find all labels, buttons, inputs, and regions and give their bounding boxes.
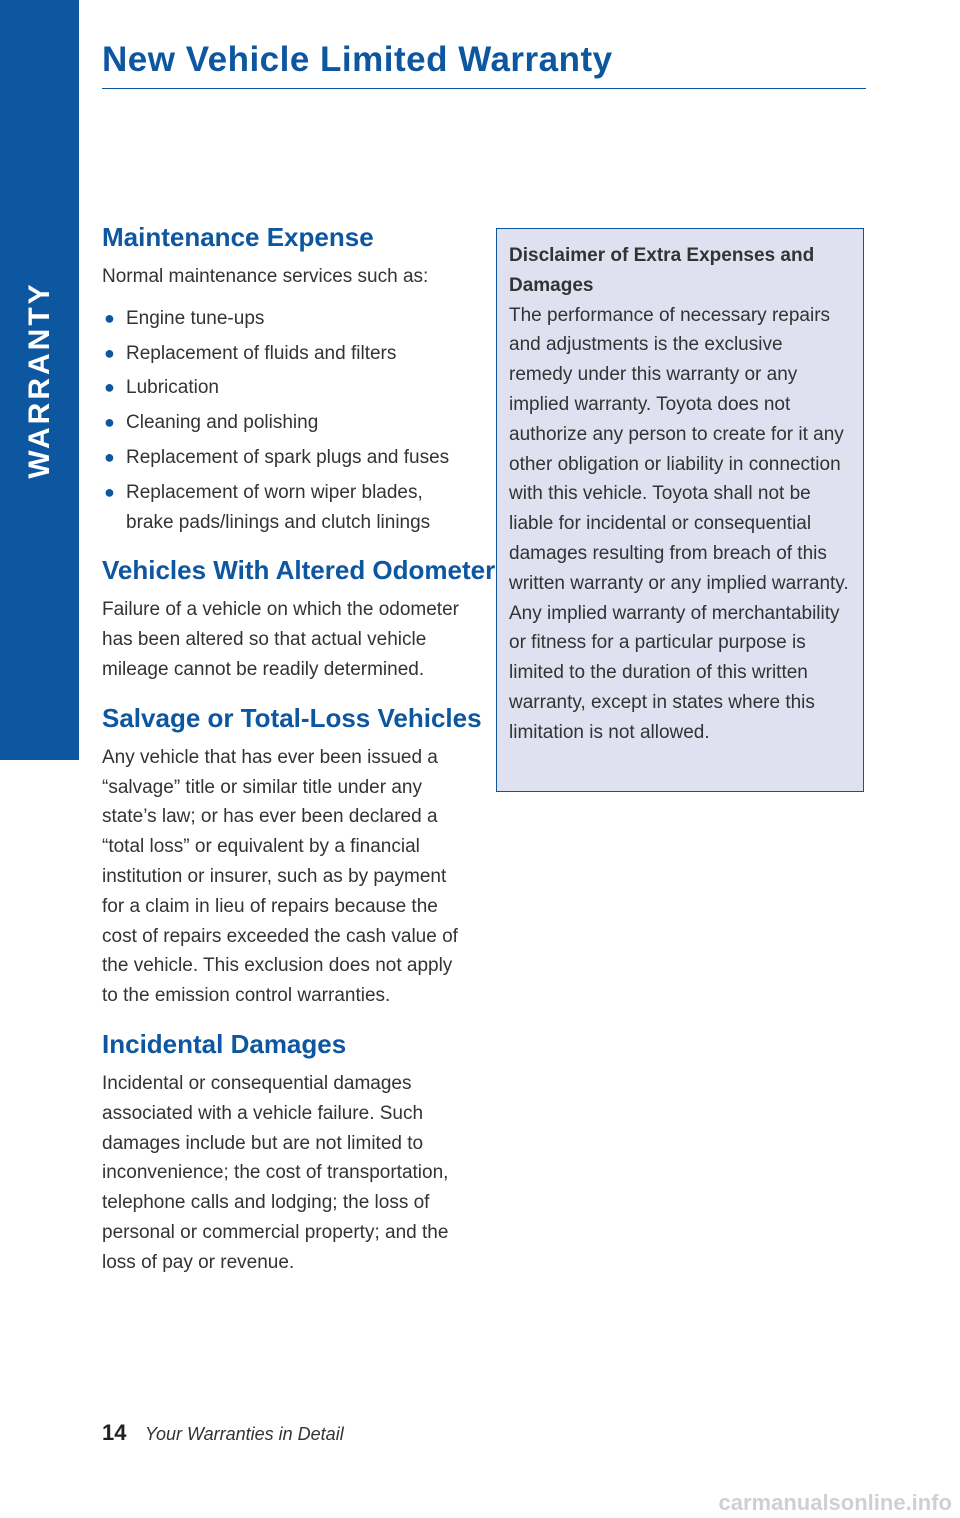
maintenance-list bbox=[102, 304, 472, 538]
bullet-icon: ● bbox=[104, 446, 115, 467]
title-divider bbox=[102, 88, 866, 89]
salvage-body: Any vehicle that has ever been issued a “salvage” title or similar title under any state’s law; or has ever been declared a “total loss” or equivalent by a financial institution or insurer, such as by payment for a claim in lieu of repairs because the cost of repairs exceeded the cash value of the vehicle. This exclusion does not apply to the emission control warranties. bbox=[102, 746, 458, 1007]
disclaimer-title: Disclaimer of Extra Expenses and Damages bbox=[509, 245, 815, 296]
list-item: ● Cleaning and polishing bbox=[102, 408, 472, 438]
disclaimer-body: The performance of necessary repairs and adjustments is the exclusive remedy under this warranty or any implied warranty. Toyota does not authorize any person to create for it any other obligation or liability in connection with this vehicle. Toyota shall not be liable for incidental or consequential damages resulting from breach of this written warranty or any implied warranty. Any implied warranty of merchantability or fitness for a particular purpose is limited to the duration of this written warranty, except in states where this limitation is not allowed. bbox=[509, 304, 849, 743]
list-item: ● Replacement of spark plugs and fuses bbox=[102, 443, 472, 473]
list-item: ● Engine tune-ups bbox=[102, 304, 472, 334]
bullet-icon: ● bbox=[104, 307, 115, 328]
bullet-icon: ● bbox=[104, 412, 115, 433]
page-number: 14 bbox=[102, 1420, 127, 1445]
left-column bbox=[102, 220, 496, 1294]
incidental-section bbox=[102, 1027, 472, 1278]
maintenance-heading: Maintenance Expense bbox=[102, 222, 374, 252]
list-item: ● Replacement of worn wiper blades, brake pads/linings and clutch linings bbox=[102, 478, 472, 538]
incidental-heading: Incidental Damages bbox=[102, 1028, 347, 1059]
salvage-section bbox=[102, 701, 482, 1011]
odometer-body: Failure of a vehicle on which the odometer has been altered so that actual vehicle mileage cannot be readily determined. bbox=[102, 599, 459, 680]
bullet-icon: ● bbox=[104, 377, 115, 398]
bullet-icon: ● bbox=[104, 481, 115, 502]
bullet-icon: ● bbox=[104, 342, 115, 363]
salvage-heading: Salvage or Total-Loss Vehicles bbox=[102, 702, 482, 733]
disclaimer-box bbox=[496, 228, 864, 792]
side-tab bbox=[0, 0, 79, 760]
footer-title: Your Warranties in Detail bbox=[144, 1424, 344, 1444]
odometer-heading: Vehicles With Altered Odometer bbox=[102, 555, 496, 586]
watermark-text: carmanualsonline.info bbox=[718, 1490, 952, 1515]
list-item: ● Lubrication bbox=[102, 373, 472, 403]
page-title: New Vehicle Limited Warranty bbox=[102, 40, 613, 79]
maintenance-intro: Normal maintenance services such as: bbox=[102, 266, 429, 287]
page-footer bbox=[102, 1420, 344, 1446]
side-tab-label: WARRANTY bbox=[23, 281, 56, 479]
maintenance-section bbox=[102, 220, 472, 537]
odometer-section bbox=[102, 553, 496, 684]
list-item: ● Replacement of fluids and filters bbox=[102, 339, 472, 369]
incidental-body: Incidental or consequential damages associated with a vehicle failure. Such damages include but are not limited to inconvenience; the cost of transportation, telephone calls and lodging; the loss of personal or commercial property; and the loss of pay or revenue. bbox=[102, 1072, 449, 1273]
